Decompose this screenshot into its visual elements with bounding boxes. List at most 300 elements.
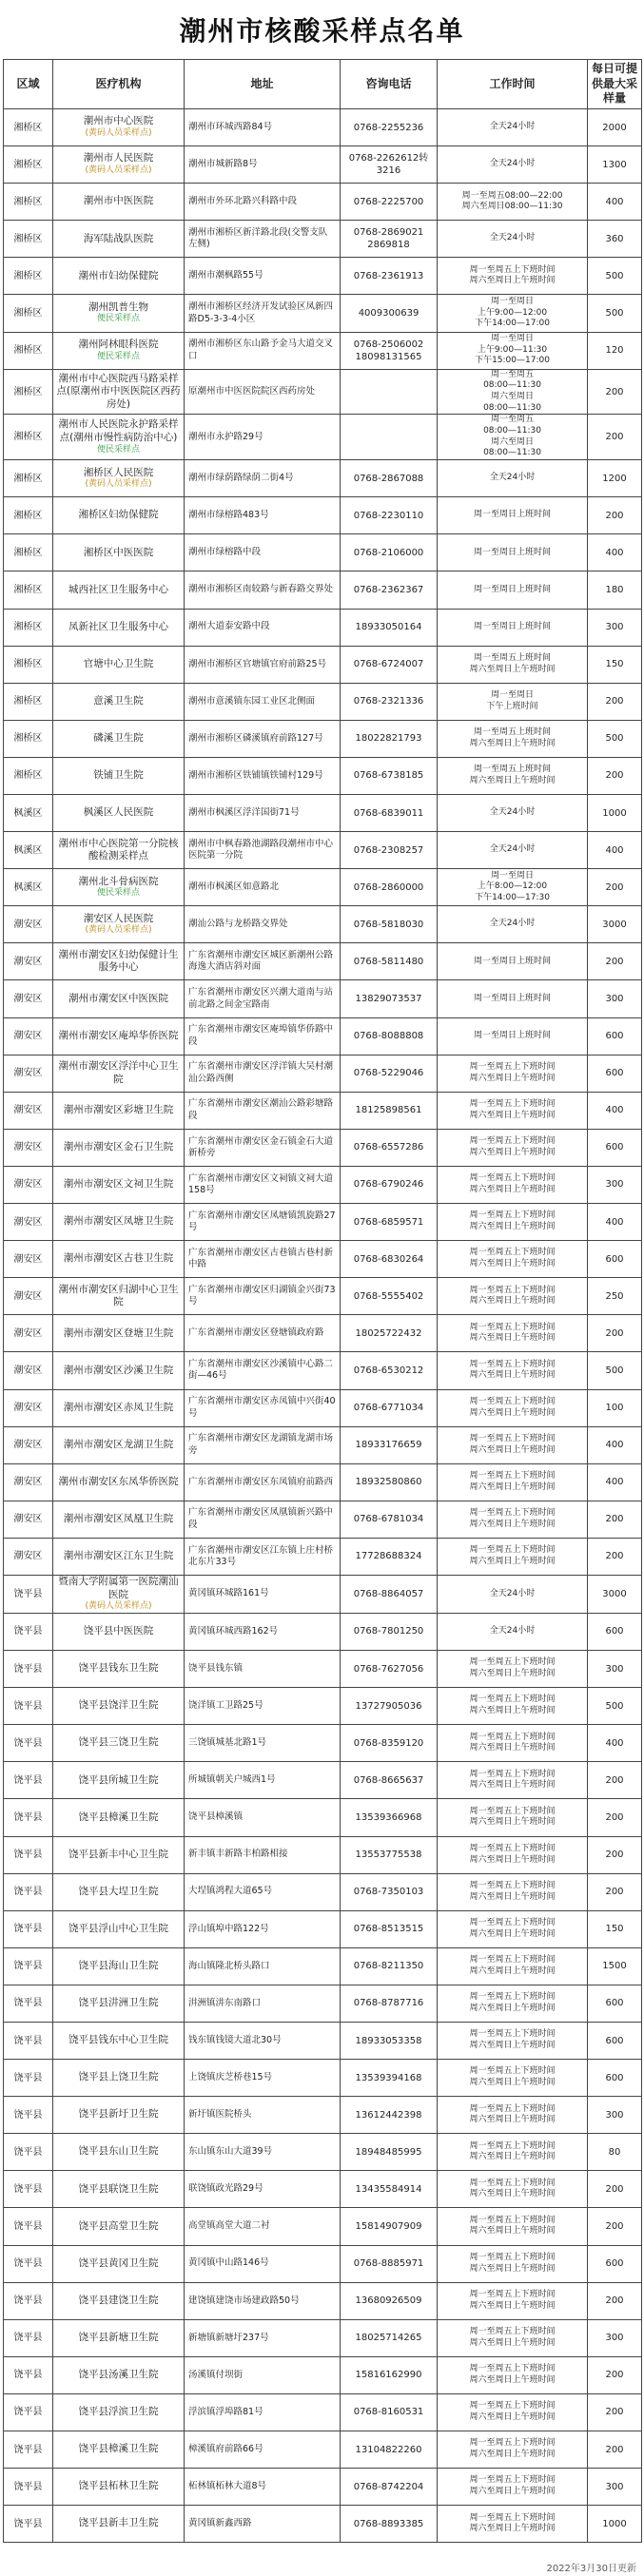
institution-name: 官塘中心卫生院 bbox=[83, 657, 154, 669]
table-row bbox=[4, 1910, 642, 1947]
cell-phone: 18948485995 bbox=[341, 2134, 438, 2171]
hours-line: 周一至周五上下班时间 bbox=[469, 2475, 556, 2486]
cell-capacity: 400 bbox=[588, 1426, 642, 1463]
cell-institution bbox=[53, 869, 185, 906]
hours-line: 周一至周五上下班时间 bbox=[469, 1322, 556, 1332]
cell-region: 饶平县 bbox=[4, 2134, 53, 2171]
institution-name: 潮州市潮安区东凤华侨医院 bbox=[58, 1475, 179, 1487]
institution-name: 潮州市潮安区文祠卫生院 bbox=[63, 1178, 174, 1191]
hours-line: 周六至周日08:00—11:30 bbox=[461, 202, 563, 212]
cell-region: 潮安区 bbox=[4, 1315, 53, 1352]
cell-capacity: 180 bbox=[588, 571, 642, 609]
cell-hours bbox=[438, 1204, 588, 1241]
cell-institution bbox=[53, 415, 185, 460]
cell-phone: 0768-6839011 bbox=[341, 795, 438, 832]
cell-phone: 0768-8160531 bbox=[341, 2393, 438, 2431]
institution-note: 便民采样点 bbox=[96, 351, 140, 361]
hours-line: 周六至周日上午班时间 bbox=[469, 2411, 556, 2422]
cell-region: 潮安区 bbox=[4, 1166, 53, 1203]
cell-phone: 18025714265 bbox=[341, 2319, 438, 2356]
table-row bbox=[4, 221, 642, 258]
cell-region: 饶平县 bbox=[4, 2431, 53, 2469]
cell-hours bbox=[438, 146, 588, 184]
cell-hours bbox=[438, 2431, 588, 2469]
table-row bbox=[4, 2393, 642, 2431]
cell-hours bbox=[438, 1873, 588, 1910]
header-address: 地址 bbox=[185, 60, 341, 109]
cell-hours bbox=[438, 2506, 588, 2543]
hours-line: 周一至周五上下班时间 bbox=[469, 1508, 556, 1519]
cell-phone: 0768-5555402 bbox=[341, 1278, 438, 1315]
table-row bbox=[4, 571, 642, 609]
cell-capacity: 120 bbox=[588, 332, 642, 369]
cell-hours bbox=[438, 1092, 588, 1129]
cell-region: 潮安区 bbox=[4, 943, 53, 980]
hours-line: 周一至周五上班时间 bbox=[473, 765, 551, 775]
cell-phone: 0768-6790246 bbox=[341, 1166, 438, 1203]
cell-institution bbox=[53, 1092, 185, 1129]
hours-line: 周一至周五上下班时间 bbox=[469, 1732, 556, 1742]
institution-name: 饶平县高堂卫生院 bbox=[78, 2219, 159, 2232]
cell-phone: 18933050164 bbox=[341, 609, 438, 646]
cell-institution bbox=[53, 1836, 185, 1873]
cell-capacity: 500 bbox=[588, 1688, 642, 1725]
cell-phone: 0768-8893385 bbox=[341, 2506, 438, 2543]
cell-institution bbox=[53, 1463, 185, 1501]
cell-region: 饶平县 bbox=[4, 2393, 53, 2431]
cell-phone: 0768-6830264 bbox=[341, 1241, 438, 1278]
cell-capacity: 400 bbox=[588, 832, 642, 869]
cell-region: 湘桥区 bbox=[4, 415, 53, 460]
institution-name: 潮州市潮安区凤凰卫生院 bbox=[63, 1513, 174, 1524]
institution-name: 铁铺卫生院 bbox=[93, 769, 144, 782]
cell-hours bbox=[438, 609, 588, 646]
cell-address: 潮州市湘桥区官塘镇官府前路25号 bbox=[185, 646, 341, 683]
institution-name: 饶平县新丰卫生院 bbox=[78, 2517, 159, 2529]
hours-line: 周一至周日 bbox=[490, 296, 534, 306]
cell-address: 广东省潮州市潮安区凤凰镇新兴路中段 bbox=[185, 1501, 341, 1538]
table-row bbox=[4, 1613, 642, 1650]
cell-hours bbox=[438, 2469, 588, 2506]
header-capacity: 每日可提供最大采样量 bbox=[588, 60, 642, 109]
cell-address: 海山镇隆北桥头路口 bbox=[185, 1947, 341, 1985]
cell-region: 湘桥区 bbox=[4, 295, 53, 332]
table-row bbox=[4, 460, 642, 497]
cell-capacity: 200 bbox=[588, 497, 642, 534]
cell-region: 饶平县 bbox=[4, 1651, 53, 1688]
table-row bbox=[4, 1463, 642, 1501]
hours-line: 全天24小时 bbox=[489, 122, 536, 132]
institution-name: 饶平县中医医院 bbox=[83, 1625, 154, 1637]
institution-name: 饶平县柘林卫生院 bbox=[78, 2480, 159, 2492]
cell-region: 饶平县 bbox=[4, 2097, 53, 2134]
cell-address: 潮州市湘桥区新洋路北段(交警支队左侧) bbox=[185, 221, 341, 258]
cell-institution bbox=[53, 1315, 185, 1352]
cell-address: 樟溪镇府前路66号 bbox=[185, 2431, 341, 2469]
hours-line: 周一至周五上下班时间 bbox=[469, 1992, 556, 2003]
hours-line: 周六至周日上午班时间 bbox=[469, 2487, 556, 2497]
institution-name: 凤新社区卫生服务中心 bbox=[68, 620, 168, 632]
table-row bbox=[4, 2208, 642, 2245]
institution-name: 潮州市潮安区凤塘卫生院 bbox=[63, 1215, 174, 1228]
cell-phone: 0768-2255236 bbox=[341, 109, 438, 146]
cell-capacity: 300 bbox=[588, 609, 642, 646]
cell-institution bbox=[53, 1389, 185, 1426]
table-row bbox=[4, 2282, 642, 2319]
cell-institution bbox=[53, 2208, 185, 2245]
cell-phone: 0768-5818030 bbox=[341, 906, 438, 943]
cell-phone: 0768-2308257 bbox=[341, 832, 438, 869]
institution-name: 饶平县上饶卫生院 bbox=[78, 2071, 159, 2083]
cell-region: 饶平县 bbox=[4, 2356, 53, 2393]
cell-capacity: 600 bbox=[588, 2060, 642, 2097]
table-row bbox=[4, 1725, 642, 1762]
hours-line: 周六至周日上午班时间 bbox=[469, 1147, 556, 1157]
hours-line: 周一至周五上下班时间 bbox=[469, 2512, 556, 2523]
hours-line: 周一至周日上班时间 bbox=[473, 547, 551, 557]
table-row bbox=[4, 1315, 642, 1352]
cell-region: 潮安区 bbox=[4, 1538, 53, 1575]
cell-address: 大埕镇鸿程大道65号 bbox=[185, 1873, 341, 1910]
institution-name: 潮州市潮安区登塘卫生院 bbox=[63, 1327, 174, 1339]
hours-line: 周六至周日上午班时间 bbox=[469, 1407, 556, 1418]
institution-name: 潮州阿林眼科医院 bbox=[78, 338, 159, 350]
cell-phone: 0768-8864057 bbox=[341, 1575, 438, 1613]
cell-capacity: 200 bbox=[588, 1799, 642, 1836]
cell-address: 潮州市意溪镇东园工业区北侧面 bbox=[185, 683, 341, 720]
cell-phone: 13680926509 bbox=[341, 2282, 438, 2319]
cell-region: 饶平县 bbox=[4, 1985, 53, 2022]
cell-institution bbox=[53, 1129, 185, 1166]
cell-phone: 0768-2860000 bbox=[341, 869, 438, 906]
cell-address: 钱东镇钱镜大道北30号 bbox=[185, 2022, 341, 2059]
table-row bbox=[4, 943, 642, 980]
table-row bbox=[4, 1129, 642, 1166]
hours-line: 周六至周日上午班时间 bbox=[469, 2337, 556, 2348]
cell-capacity: 200 bbox=[588, 2356, 642, 2393]
cell-hours bbox=[438, 1017, 588, 1055]
hours-line: 周一至周五上下班时间 bbox=[469, 2401, 556, 2411]
institution-name: 潮州市潮安区浮洋中心卫生院 bbox=[58, 1060, 179, 1085]
cell-address: 饶洋镇工卫路25号 bbox=[185, 1688, 341, 1725]
cell-region: 湘桥区 bbox=[4, 332, 53, 369]
cell-region: 潮安区 bbox=[4, 1426, 53, 1463]
cell-address: 柘林镇柘林大道8号 bbox=[185, 2469, 341, 2506]
cell-address: 潮州市湘桥区磷溪镇府前路127号 bbox=[185, 720, 341, 757]
hours-line: 周六至周日上午班时间 bbox=[469, 2152, 556, 2162]
cell-region: 潮安区 bbox=[4, 1241, 53, 1278]
institution-note: (黄码人员采样点) bbox=[85, 479, 152, 490]
cell-address: 黄冈镇新鑫西路 bbox=[185, 2506, 341, 2543]
cell-phone bbox=[341, 415, 438, 460]
table-body bbox=[4, 109, 642, 2543]
hours-line: 08:00—11:30 bbox=[483, 448, 541, 458]
cell-address: 黄冈镇环城西路162号 bbox=[185, 1613, 341, 1650]
cell-institution bbox=[53, 1538, 185, 1575]
cell-capacity: 200 bbox=[588, 415, 642, 460]
cell-hours bbox=[438, 2282, 588, 2319]
institution-name: 潮州市中心医院西马路采样点(原潮州市中医医院区西药房处) bbox=[56, 372, 181, 410]
table-row bbox=[4, 832, 642, 869]
cell-address: 广东省潮州市潮安区江东镇上庄村桥北东片33号 bbox=[185, 1538, 341, 1575]
cell-capacity: 600 bbox=[588, 1613, 642, 1650]
cell-phone: 0768-6724007 bbox=[341, 646, 438, 683]
cell-capacity: 600 bbox=[588, 1017, 642, 1055]
institution-name: 饶平县三饶卫生院 bbox=[78, 1736, 159, 1749]
hours-line: 08:00—11:30 bbox=[483, 402, 541, 413]
cell-region: 湘桥区 bbox=[4, 146, 53, 184]
cell-region: 潮安区 bbox=[4, 1055, 53, 1092]
table-row bbox=[4, 1389, 642, 1426]
cell-phone: 0768-2361913 bbox=[341, 258, 438, 295]
cell-phone: 0768-2262612转3216 bbox=[341, 146, 438, 184]
cell-region: 湘桥区 bbox=[4, 683, 53, 720]
cell-address: 潮州市城新路8号 bbox=[185, 146, 341, 184]
table-row bbox=[4, 609, 642, 646]
cell-address: 广东省潮州市潮安区赤凤镇中兴街40号 bbox=[185, 1389, 341, 1426]
hours-line: 周六至周日上午班时间 bbox=[469, 1073, 556, 1083]
page-title: 潮州市核酸采样点名单 bbox=[179, 15, 465, 47]
cell-phone: 0768-8513515 bbox=[341, 1910, 438, 1947]
hours-line: 周六至周日上午班时间 bbox=[469, 1854, 556, 1865]
cell-hours bbox=[438, 795, 588, 832]
cell-phone: 0768-8742204 bbox=[341, 2469, 438, 2506]
cell-capacity: 200 bbox=[588, 869, 642, 906]
cell-phone: 0768-8359120 bbox=[341, 1725, 438, 1762]
cell-hours bbox=[438, 1055, 588, 1092]
table-row bbox=[4, 1538, 642, 1575]
cell-capacity: 150 bbox=[588, 646, 642, 683]
cell-address: 潮州市外环北路兴科路中段 bbox=[185, 184, 341, 221]
institution-name: 潮州市中心医院第一分院核酸检测采样点 bbox=[58, 837, 179, 862]
cell-hours bbox=[438, 869, 588, 906]
hours-line: 全天24小时 bbox=[489, 473, 536, 483]
cell-address: 黄冈镇中山路146号 bbox=[185, 2245, 341, 2282]
institution-name: 潮州市潮安区中医医院 bbox=[68, 992, 168, 1004]
table-row bbox=[4, 2022, 642, 2059]
cell-capacity: 600 bbox=[588, 1129, 642, 1166]
cell-address: 潮州市永护路29号 bbox=[185, 415, 341, 460]
cell-phone: 0768-2867088 bbox=[341, 460, 438, 497]
hours-line: 周六至周日上午班时间 bbox=[469, 1444, 556, 1455]
cell-capacity: 200 bbox=[588, 683, 642, 720]
institution-name: 潮州市潮安区龙湖卫生院 bbox=[63, 1438, 174, 1450]
cell-capacity: 300 bbox=[588, 2469, 642, 2506]
cell-region: 饶平县 bbox=[4, 1762, 53, 1799]
hours-line: 下午15:00—17:00 bbox=[475, 356, 550, 366]
cell-region: 湘桥区 bbox=[4, 646, 53, 683]
cell-address: 广东省潮州市潮安区登塘镇政府路 bbox=[185, 1315, 341, 1352]
cell-address: 浮山镇埠中路122号 bbox=[185, 1910, 341, 1947]
hours-line: 周六至周日上午班时间 bbox=[469, 2450, 556, 2460]
hours-line: 下午14:00—17:00 bbox=[475, 319, 550, 329]
hours-line: 周六至周日 bbox=[490, 392, 534, 402]
cell-phone: 0768-7350103 bbox=[341, 1873, 438, 1910]
hours-line: 周六至周日上午班时间 bbox=[469, 1743, 556, 1753]
cell-hours bbox=[438, 460, 588, 497]
hours-line: 周一至周五上下班时间 bbox=[469, 1657, 556, 1668]
cell-phone: 17728688324 bbox=[341, 1538, 438, 1575]
cell-address: 潮州市湘桥区东山路予金马大道交叉口 bbox=[185, 332, 341, 369]
hours-line: 上午8:00—12:00 bbox=[477, 881, 548, 892]
cell-address: 高堂镇高堂大道二衬 bbox=[185, 2208, 341, 2245]
table-row bbox=[4, 1426, 642, 1463]
hours-line: 周六至周日上午班时间 bbox=[469, 2263, 556, 2274]
cell-capacity: 1000 bbox=[588, 2506, 642, 2543]
cell-institution bbox=[53, 497, 185, 534]
table-row bbox=[4, 683, 642, 720]
cell-institution bbox=[53, 2097, 185, 2134]
cell-institution bbox=[53, 221, 185, 258]
cell-capacity: 400 bbox=[588, 184, 642, 221]
cell-address: 潮州市中枫春路池湖路段潮州市中心医院第一分院 bbox=[185, 832, 341, 869]
cell-institution bbox=[53, 369, 185, 415]
cell-capacity: 200 bbox=[588, 757, 642, 794]
cell-capacity: 400 bbox=[588, 1204, 642, 1241]
cell-region: 潮安区 bbox=[4, 1129, 53, 1166]
cell-address: 联饶镇政光路29号 bbox=[185, 2171, 341, 2208]
cell-institution bbox=[53, 258, 185, 295]
cell-phone: 0768-7801250 bbox=[341, 1613, 438, 1650]
cell-hours bbox=[438, 646, 588, 683]
hours-line: 全天24小时 bbox=[489, 919, 536, 929]
cell-hours bbox=[438, 980, 588, 1017]
hours-line: 周一至周五上下班时间 bbox=[469, 2289, 556, 2299]
cell-capacity: 300 bbox=[588, 2319, 642, 2356]
institution-name: 饶平县新塘卫生院 bbox=[78, 2331, 159, 2343]
hours-line: 周一至周日 bbox=[490, 334, 534, 344]
institution-note: 便民采样点 bbox=[96, 888, 140, 899]
cell-region: 潮安区 bbox=[4, 1463, 53, 1501]
institution-name: 饶平县樟溪卫生院 bbox=[78, 1811, 159, 1823]
cell-capacity: 200 bbox=[588, 2171, 642, 2208]
cell-hours bbox=[438, 906, 588, 943]
institution-name: 潮州北斗骨病医院 bbox=[78, 875, 159, 887]
hours-line: 周一至周五上下班时间 bbox=[469, 1396, 556, 1406]
table-row bbox=[4, 1575, 642, 1613]
table-row bbox=[4, 534, 642, 571]
cell-region: 饶平县 bbox=[4, 1613, 53, 1650]
table-row bbox=[4, 2431, 642, 2469]
cell-hours bbox=[438, 258, 588, 295]
cell-phone: 0768-2869021 2869818 bbox=[341, 221, 438, 258]
cell-region: 湘桥区 bbox=[4, 571, 53, 609]
cell-address: 新圩镇医院桥头 bbox=[185, 2097, 341, 2134]
cell-hours bbox=[438, 1762, 588, 1799]
institution-name: 饶平县东山卫生院 bbox=[78, 2145, 159, 2158]
cell-region: 饶平县 bbox=[4, 2506, 53, 2543]
cell-hours bbox=[438, 2060, 588, 2097]
institution-name: 饶平县汤溪卫生院 bbox=[78, 2369, 159, 2381]
cell-address: 原潮州市中医医院院区西药房处 bbox=[185, 369, 341, 415]
cell-institution bbox=[53, 757, 185, 794]
cell-institution bbox=[53, 2060, 185, 2097]
cell-hours bbox=[438, 1799, 588, 1836]
table-row bbox=[4, 1241, 642, 1278]
cell-hours bbox=[438, 497, 588, 534]
cell-capacity: 1500 bbox=[588, 1947, 642, 1985]
cell-phone: 13435584914 bbox=[341, 2171, 438, 2208]
cell-address: 广东省潮州市潮安区归湖镇金兴街73号 bbox=[185, 1278, 341, 1315]
cell-hours bbox=[438, 1278, 588, 1315]
table-row bbox=[4, 1352, 642, 1389]
table-row bbox=[4, 497, 642, 534]
institution-name: 饶平县联饶卫生院 bbox=[78, 2182, 159, 2195]
institution-name: 饶平县建饶卫生院 bbox=[78, 2294, 159, 2306]
cell-region: 饶平县 bbox=[4, 2469, 53, 2506]
cell-address: 潮汕公路与龙桥路交界处 bbox=[185, 906, 341, 943]
cell-institution bbox=[53, 1910, 185, 1947]
cell-phone: 0768-6557286 bbox=[341, 1129, 438, 1166]
header-phone: 咨询电话 bbox=[341, 60, 438, 109]
cell-institution bbox=[53, 2393, 185, 2431]
cell-address: 饶平县樟溪镇 bbox=[185, 1799, 341, 1836]
table-row bbox=[4, 1836, 642, 1873]
cell-capacity: 2000 bbox=[588, 109, 642, 146]
institution-name: 潮安区人民医院 bbox=[83, 912, 154, 924]
table-row bbox=[4, 2171, 642, 2208]
cell-hours bbox=[438, 221, 588, 258]
cell-hours bbox=[438, 415, 588, 460]
table-row bbox=[4, 2506, 642, 2543]
hours-line: 周六至周日 bbox=[490, 436, 534, 447]
hours-line: 周一至周五上下班时间 bbox=[469, 1695, 556, 1705]
table-row bbox=[4, 2319, 642, 2356]
cell-region: 枫溪区 bbox=[4, 869, 53, 906]
hours-line: 周六至周日上午班时间 bbox=[469, 1333, 556, 1344]
cell-hours bbox=[438, 1910, 588, 1947]
cell-capacity: 1000 bbox=[588, 795, 642, 832]
institution-name: 饶平县新丰中心卫生院 bbox=[68, 1848, 168, 1860]
hours-line: 周六至周日上午班时间 bbox=[469, 1669, 556, 1679]
institution-note: 便民采样点 bbox=[96, 444, 140, 455]
cell-address: 黄冈镇环城路161号 bbox=[185, 1575, 341, 1613]
cell-phone bbox=[341, 369, 438, 415]
cell-region: 湘桥区 bbox=[4, 460, 53, 497]
cell-region: 饶平县 bbox=[4, 1910, 53, 1947]
cell-address: 汤溪镇付坝街 bbox=[185, 2356, 341, 2393]
cell-hours bbox=[438, 720, 588, 757]
cell-capacity: 500 bbox=[588, 295, 642, 332]
hours-line: 全天24小时 bbox=[489, 1626, 536, 1637]
table-row bbox=[4, 1873, 642, 1910]
cell-hours bbox=[438, 295, 588, 332]
cell-address: 新丰镇丰新路丰柏路相接 bbox=[185, 1836, 341, 1873]
institution-name: 潮州市潮安区沙溪卫生院 bbox=[63, 1364, 174, 1376]
institution-name: 暨南大学附属第一医院潮汕医院 bbox=[58, 1575, 179, 1600]
cell-institution bbox=[53, 146, 185, 184]
cell-hours bbox=[438, 2319, 588, 2356]
hours-line: 周一至周五上下班时间 bbox=[469, 2140, 556, 2151]
table-row bbox=[4, 2060, 642, 2097]
cell-region: 饶平县 bbox=[4, 2208, 53, 2245]
cell-institution bbox=[53, 2171, 185, 2208]
cell-institution bbox=[53, 646, 185, 683]
cell-institution bbox=[53, 2134, 185, 2171]
institution-name: 饶平县黄冈卫生院 bbox=[78, 2256, 159, 2269]
hours-line: 周一至周五上下班时间 bbox=[469, 2029, 556, 2040]
cell-hours bbox=[438, 943, 588, 980]
cell-address: 潮州市湘桥区南较路与新春路交界处 bbox=[185, 571, 341, 609]
table-row bbox=[4, 1278, 642, 1315]
table-row bbox=[4, 295, 642, 332]
hours-line: 上午9:00—11:30 bbox=[477, 344, 548, 355]
hours-line: 全天24小时 bbox=[489, 233, 536, 243]
table-row bbox=[4, 109, 642, 146]
hours-line: 周六至周日上午班时间 bbox=[469, 775, 556, 785]
hours-line: 周一至周五上下班时间 bbox=[469, 1471, 556, 1482]
cell-capacity: 1300 bbox=[588, 146, 642, 184]
